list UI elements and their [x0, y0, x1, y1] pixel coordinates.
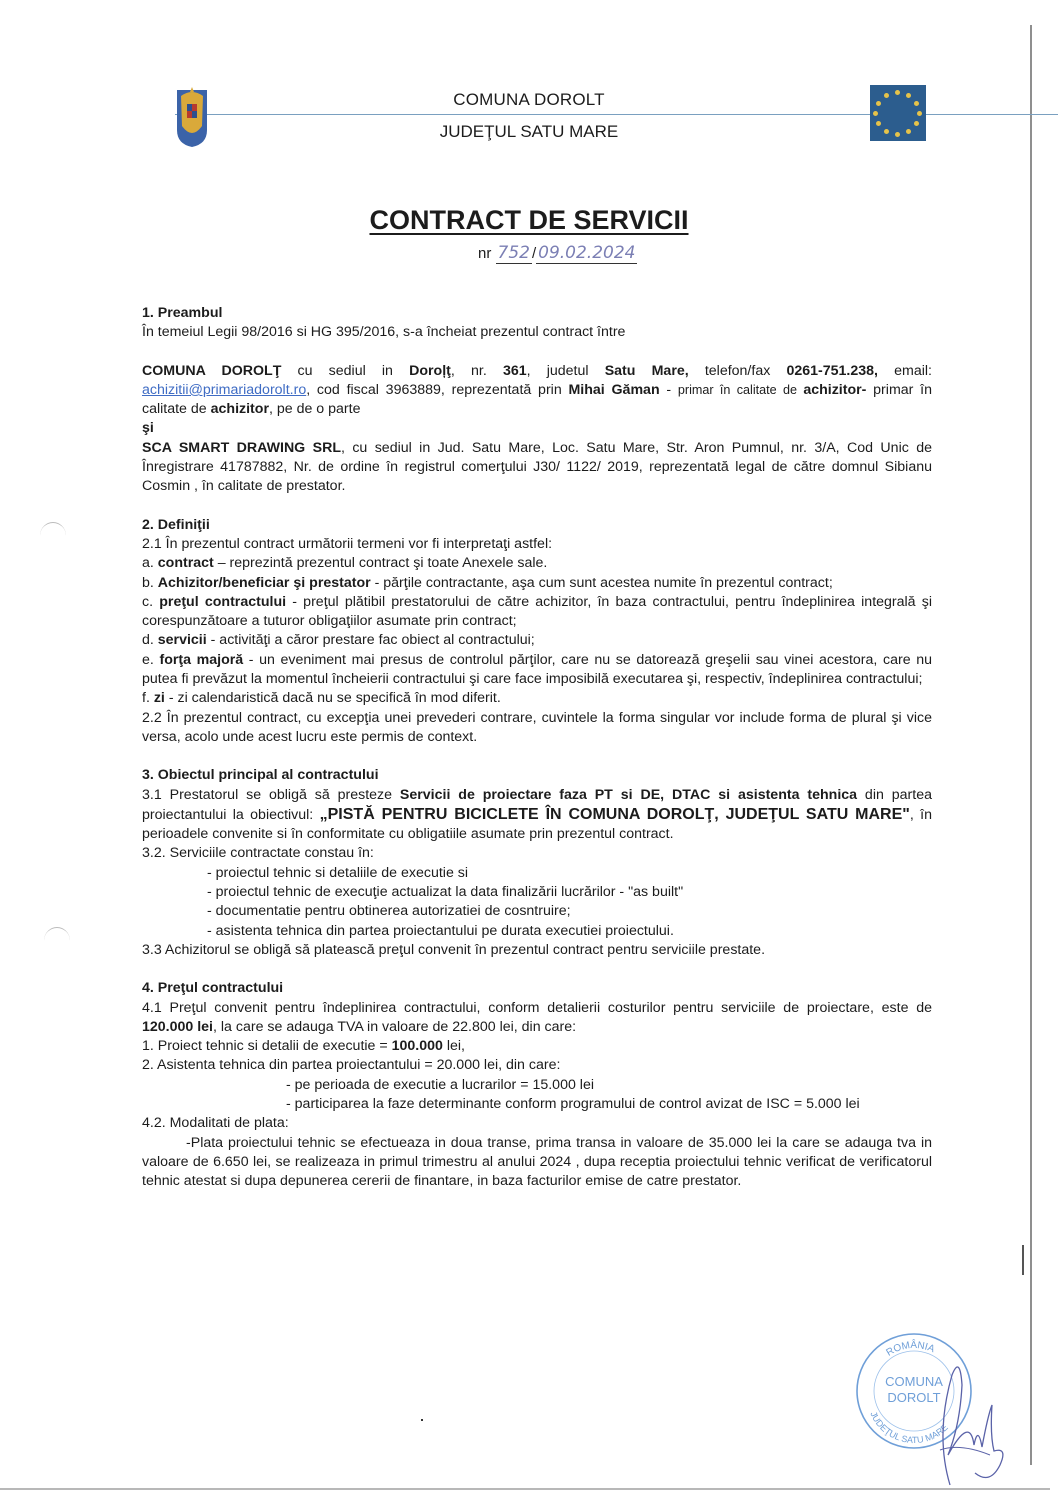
party1-email-link[interactable]: achizitii@primariadorolt.ro — [142, 381, 307, 398]
text: b. — [142, 574, 158, 591]
party1-locality: Doroļţ — [409, 362, 451, 379]
project-objective: „PISTĂ PENTRU BICICLETE ÎN COMUNA DOROLŢ, JUDEŢUL SATU MARE" — [319, 805, 910, 823]
service-item: - proiectul tehnic de execuţie actualizat la data finalizării lucrărilor - "as built" — [207, 884, 684, 901]
definition-term: zi — [153, 690, 165, 707]
stamp-top-text: ROMÂNIA — [884, 1339, 937, 1359]
text: primar în calitate de — [677, 382, 804, 397]
section-heading-object: 3. Obiectul principal al contractului — [142, 767, 379, 784]
contract-body — [142, 304, 932, 1191]
clause-2-2: 2.2 În prezentul contract, cu excepţia unei prevederi contrare, cuvintele la forma singular vor include forma de plural şi vice versa, acolo unde acest lucru este permis de context. — [142, 709, 932, 745]
text: a. — [142, 555, 158, 572]
text: - — [659, 381, 678, 398]
scan-mark — [1022, 1245, 1024, 1275]
definition-text: - activităţi a căror prestare fac obiect al contractului; — [206, 632, 535, 649]
page-bottom-edge — [0, 1488, 1050, 1490]
definition-item — [142, 593, 932, 632]
definition-item — [142, 631, 932, 650]
definition-item — [142, 574, 932, 593]
party1-number: 361 — [502, 362, 527, 379]
party1-representative: Mihai Găman — [568, 381, 660, 398]
punch-hole-mark — [40, 522, 66, 549]
text: 4.1 Preţul convenit pentru îndeplinirea contractului, conform detalierii costurilor pentru serviciile de proiectare, este de — [142, 999, 932, 1016]
stamp-line-2: DOROLT — [887, 1390, 941, 1405]
conjunction-and: şi — [142, 420, 154, 437]
definition-text: - un eveniment mai presus de controlul părţilor, care nu se datorează greşelii sau vinei acestora, care nu putea fi prevăzut la momentul încheierii contractului şi care face imposibilă executarea şi, respectiv, îndeplinirea contractului; — [142, 651, 932, 688]
party1-name: COMUNA DOROLŢ — [142, 362, 282, 379]
text: , nr. — [450, 362, 503, 379]
text: telefon/fax — [688, 362, 787, 379]
party1-role: achizitor- — [803, 381, 867, 398]
definitions-intro: 2.1 În prezentul contract următorii termeni vor fi interpretaţi astfel: — [142, 535, 553, 552]
text: e. — [142, 651, 160, 668]
definition-term: Achizitor/beneficiar şi prestator — [157, 574, 371, 591]
punch-hole-mark — [44, 927, 70, 954]
price-sub-item: - pe perioada de executie a lucrarilor = 15.000 lei — [286, 1076, 594, 1093]
preamble-intro: În temeiul Legii 98/2016 si HG 395/2016, s-a încheiat prezentul contract între — [142, 324, 626, 341]
service-item: - proiectul tehnic si detaliile de executie si — [207, 864, 469, 881]
text: c. — [142, 593, 160, 610]
party2-text: , cu sediul in Jud. Satu Mare, Loc. Satu Mare, Str. Aron Pumnul, nr. 3/A, Cod Unic de Înregistrare 41787882, Nr. de ordine în registrul comerţului J30/ 1122/ 2019, reprezentată legal de către domnul Sibianu Cosmin , în calitate de prestator. — [142, 439, 932, 495]
text: , la care se adauga TVA in valoare de 22.800 lei, din care: — [213, 1018, 577, 1035]
section-heading-price: 4. Preţul contractului — [142, 980, 284, 997]
contract-price: 120.000 lei — [142, 1018, 213, 1035]
definition-text: - părţile contractante, aşa cum sunt acestea numite în prezentul contract; — [370, 574, 833, 591]
service-item: - asistenta tehnica din partea proiectantului pe durata executiei proiectului. — [207, 922, 674, 939]
definition-item — [142, 689, 932, 708]
party1-phone: 0261-751.238, — [786, 362, 878, 379]
party2-name: SCA SMART DRAWING SRL — [142, 439, 341, 456]
text: f. — [142, 690, 154, 707]
party1-paragraph — [142, 362, 932, 420]
definition-term: contract — [157, 555, 214, 572]
text: 3.1 Prestatorul se obligă să presteze — [142, 786, 400, 803]
svg-text:ROMÂNIA — [885, 1338, 937, 1359]
text: d. — [142, 632, 158, 649]
clause-3-3: 3.3 Achizitorul se obligă să platească preţul convenit în prezentul contract pentru serviciile prestate. — [142, 941, 766, 958]
section-heading-definitions: 2. Definiţii — [142, 516, 210, 533]
contract-number-separator: / — [531, 245, 537, 262]
contract-number-value: 752 — [497, 243, 530, 263]
document-title: CONTRACT DE SERVICII — [369, 205, 689, 235]
contract-date: 09.02.2024 — [538, 243, 636, 263]
definition-term: forţa majoră — [159, 651, 244, 668]
clause-4-1 — [142, 999, 932, 1038]
page-edge-line — [1030, 25, 1032, 1465]
definition-text: – reprezintă prezentul contract şi toate Anexele sale. — [213, 555, 548, 572]
definition-term: servicii — [157, 632, 207, 649]
service-item: - documentatie pentru obtinerea autorizatiei de cosntruire; — [207, 903, 571, 920]
stamp-bottom-text: JUDEŢUL SATU MARE — [868, 1410, 950, 1446]
signature — [930, 1355, 1010, 1495]
stamp-line-1: COMUNA — [885, 1374, 943, 1389]
party1-role: achizitor — [210, 401, 269, 418]
letterhead-commune: COMUNA DOROLT — [453, 90, 605, 109]
clause-3-1 — [142, 786, 932, 845]
text: cu sediul in — [281, 362, 410, 379]
definition-item — [142, 554, 932, 573]
definition-item — [142, 651, 932, 690]
definition-text: - zi calendaristică dacă nu se specifică în mod diferit. — [164, 690, 501, 707]
text: lei, — [442, 1038, 465, 1055]
text: 1. Proiect tehnic si detalii de executie = — [142, 1038, 392, 1055]
text: , judetul — [526, 362, 605, 379]
price-sub-item: - participarea la faze determinante conform programului de control avizat de ISC = 5.000 lei — [286, 1095, 860, 1112]
text: din partea proiectantului la obiectivul: — [142, 786, 932, 823]
text: email: — [877, 362, 932, 379]
technical-project-price: 100.000 — [391, 1038, 443, 1055]
text: primar în calitate de — [142, 381, 932, 418]
text: , în perioadele convenite si în conformitate cu obligatiile asumate prin prezentul contract. — [142, 806, 932, 843]
party2-paragraph — [142, 439, 932, 497]
payment-terms: -Plata proiectului tehnic se efectueaza in doua transe, prima transa in valoare de 35.000 lei la care se adauga tva in valoare de 6.650 lei, se realizeaza in primul trimestru al anului 2024 , dupa receptia proiectului tehnic verificat de verificatorul tehnic atestat si dupa depunerea cererii de finantare, in baza facturilor emise de catre prestator. — [142, 1134, 932, 1190]
letterhead-county: JUDEŢUL SATU MARE — [439, 122, 619, 141]
text: , pe de o parte — [268, 401, 361, 418]
definition-text: - preţul plătibil prestatorului de către achizitor, în baza contractului, pentru îndeplinirea integrală şi corespunzătoare a tuturor obligaţiilor asumate prin contract; — [142, 593, 933, 630]
party1-county: Satu Mare, — [604, 362, 689, 379]
section-heading-preamble: 1. Preambul — [142, 305, 223, 321]
text: , cod fiscal 3963889, reprezentată prin — [306, 381, 569, 398]
contract-number-prefix: nr — [478, 245, 492, 262]
price-line-2: 2. Asistenta tehnica din partea proiectantului = 20.000 lei, din care: — [142, 1057, 561, 1074]
price-line-1 — [142, 1037, 932, 1056]
clause-3-2: 3.2. Serviciile contractate constau în: — [142, 845, 374, 862]
scan-speck — [421, 1419, 423, 1421]
services-description: Servicii de proiectare faza PT si DE, DTAC si asistenta tehnica — [399, 786, 858, 803]
contract-number — [478, 243, 637, 263]
clause-4-2: 4.2. Modalitati de plata: — [142, 1115, 289, 1132]
definition-term: preţul contractului — [159, 593, 287, 610]
